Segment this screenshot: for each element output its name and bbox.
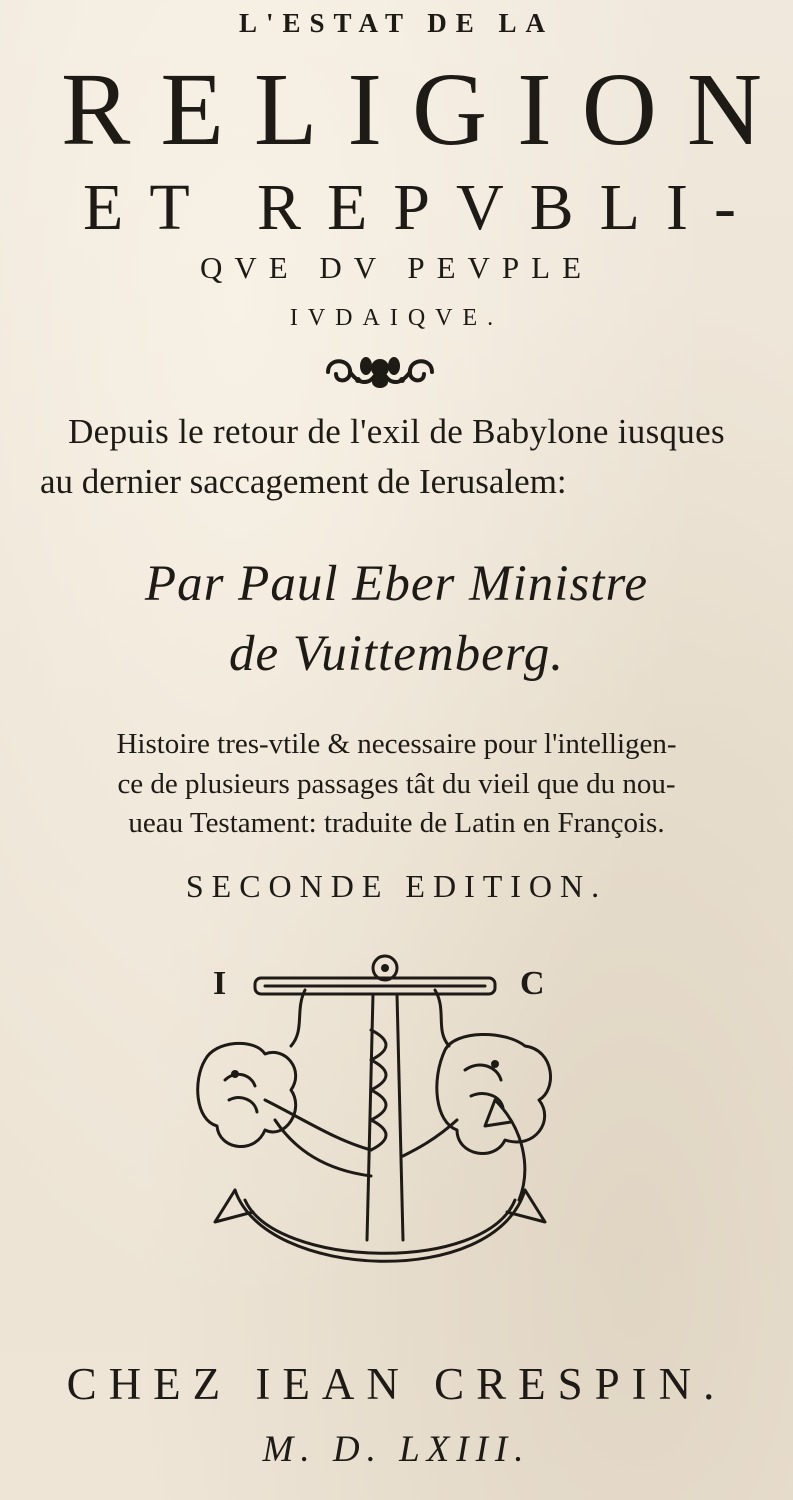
author-line-1: Par Paul Eber Ministre (144, 556, 649, 612)
edition-line: SECONDE EDITION. (185, 868, 608, 904)
author-line-2: de Vuittemberg. (228, 626, 565, 682)
description-line-1: Histoire tres-vtile & necessaire pour l'intelligen- (116, 728, 677, 760)
date-line: M. D. LXIII. (262, 1429, 531, 1470)
title-line-religion: RELIGION (60, 52, 792, 167)
title-line-peuple: QVE DV PEVPLE (199, 250, 594, 285)
title-line-republi: ET REPVBLI- (83, 171, 762, 244)
anchor-printer-mark-icon (195, 950, 565, 1310)
description-line-2: ce de plusieurs passages tât du vieil que du nou- (117, 768, 676, 800)
printer-line: CHEZ IEAN CRESPIN. (66, 1359, 727, 1409)
fleuron-ornament-icon (320, 350, 440, 394)
title-line-iudaique: IVDAIQVE. (289, 305, 504, 331)
subtitle-line-2: au dernier saccagement de Ierusalem: (40, 462, 567, 501)
printer-mark-letter-left: I (213, 965, 227, 1002)
printer-mark-letter-right: C (520, 965, 545, 1002)
description-line-3: ueau Testament: traduite de Latin en François. (128, 807, 665, 839)
title-line-estat: L'ESTAT DE LA (238, 8, 555, 38)
subtitle-line-1: Depuis le retour de l'exil de Babylone iusques (68, 412, 725, 451)
